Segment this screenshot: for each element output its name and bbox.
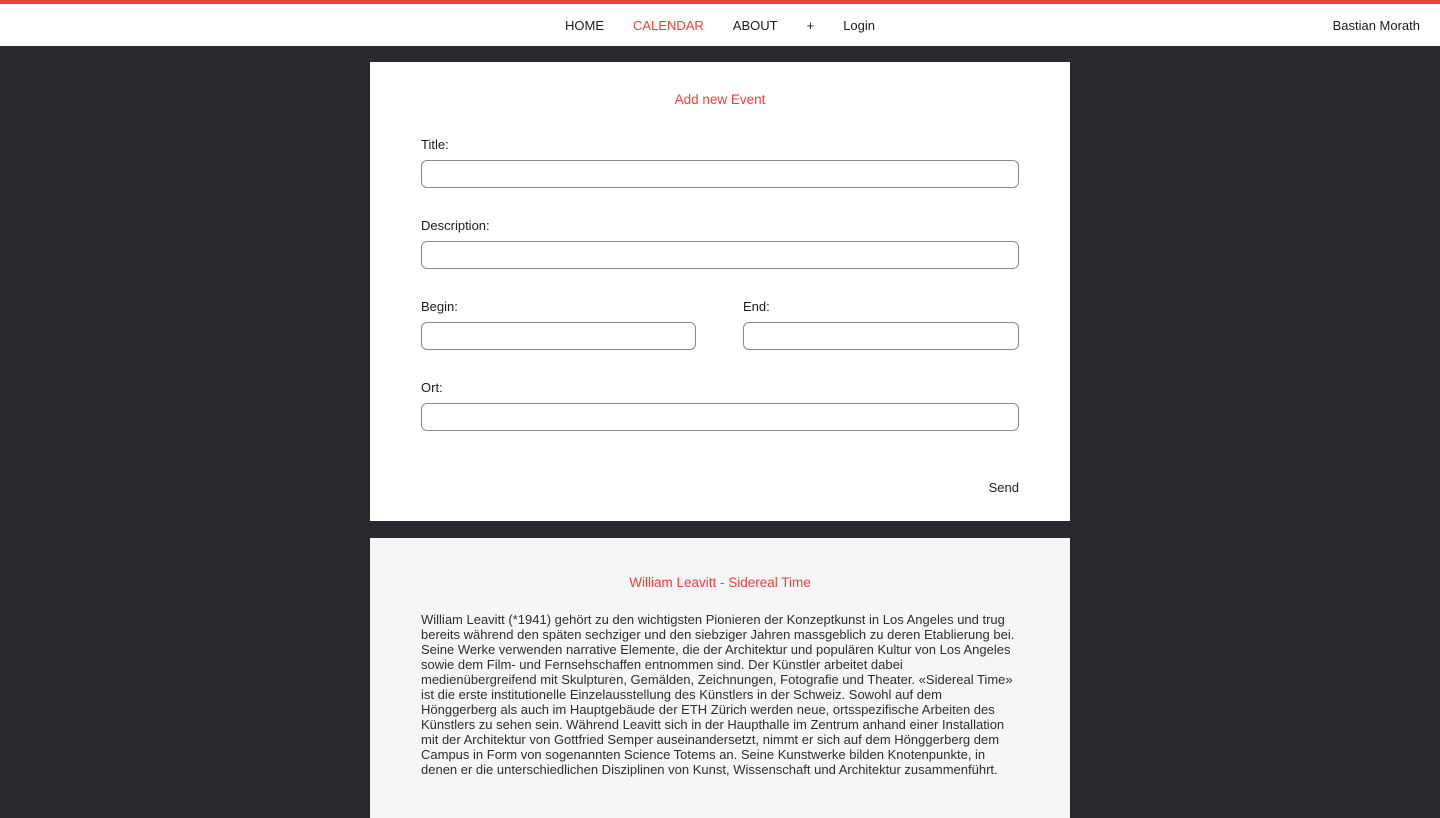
description-field-group — [421, 218, 1019, 269]
nav-user-name[interactable]: Bastian Morath — [1332, 17, 1420, 33]
nav-item-about[interactable]: ABOUT — [732, 17, 778, 33]
event-article-title: William Leavitt - Sidereal Time — [629, 575, 811, 590]
add-event-card — [370, 62, 1070, 521]
nav-item-calendar[interactable]: CALENDAR — [633, 17, 704, 33]
title-field-group — [421, 137, 1019, 188]
event-article-body: William Leavitt (*1941) gehört zu den wichtigsten Pionieren der Konzeptkunst in Los Angeles und trug bereits während den späten sechziger und den siebziger Jahren massgeblich zu deren Etablierung bei. Seine Werke verwenden narrative Elemente, die der Architektur und populären Kultur von Los Angeles sowie dem Film- und Fernsehschaffen entnommen sind. Der Künstler arbeitet dabei medienübergreifend mit Skulpturen, Gemälden, Zeichnungen, Fotografie und Theater. «Sidereal Time» ist die erste institutionelle Einzelausstellung des Künstlers in der Schweiz. Sowohl auf dem Hönggerberg als auch im Hauptgebäude der ETH Zürich werden neue, ortsspezifische Arbeiten des Künstlers zu sehen sein. Während Leavitt sich in der Haupthalle im Zentrum anhand einer Installation mit der Architektur von Gottfried Semper auseinandersetzt, nimmt er sich auf dem Hönggerberg dem Campus in Form von sogenannten Science Totems an. Seine Kunstwerke bilden Knotenpunkte, in denen er die unterschiedlichen Disziplinen von Kunst, Wissenschaft und Architektur zusammenführt. — [421, 612, 1015, 777]
title-label: Title: — [421, 137, 449, 152]
nav-item-add[interactable]: + — [806, 17, 815, 33]
description-input[interactable] — [421, 241, 1019, 269]
event-article-card — [370, 538, 1070, 818]
begin-label: Begin: — [421, 299, 458, 314]
add-event-title: Add new Event — [674, 92, 766, 107]
send-button[interactable]: Send — [988, 480, 1019, 495]
top-navbar — [0, 0, 1440, 46]
send-row — [421, 479, 1019, 497]
end-label: End: — [743, 299, 770, 314]
title-input[interactable] — [421, 160, 1019, 188]
nav-item-home[interactable]: HOME — [565, 17, 604, 33]
ort-label: Ort: — [421, 380, 443, 395]
description-label: Description: — [421, 218, 490, 233]
begin-field-group — [421, 299, 696, 350]
nav-item-login[interactable]: Login — [843, 17, 875, 33]
main-nav — [565, 18, 875, 33]
begin-input[interactable] — [421, 322, 696, 350]
ort-field-group — [421, 380, 1019, 431]
end-input[interactable] — [743, 322, 1019, 350]
end-field-group — [743, 299, 1019, 350]
ort-input[interactable] — [421, 403, 1019, 431]
content-column — [370, 62, 1070, 818]
begin-end-row — [421, 299, 1019, 350]
